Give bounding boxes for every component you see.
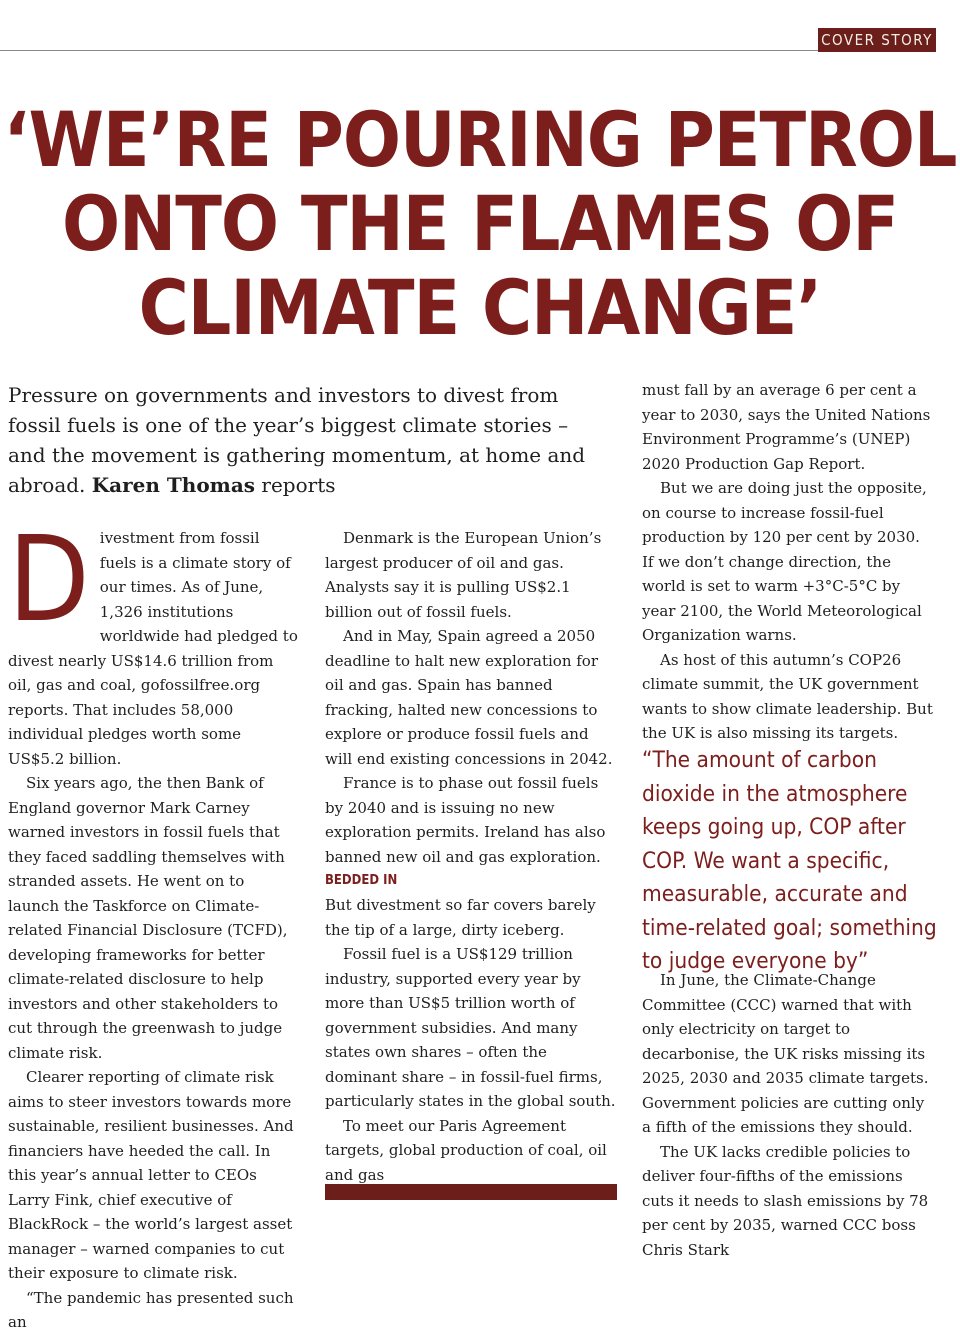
byline-name: Karen Thomas	[91, 473, 256, 497]
boxout-bar	[325, 1184, 617, 1200]
paragraph: Clearer reporting of climate risk aims to steer investors towards more sustainable, resilient businesses. And financiers have heeded the call. In this year’s annual letter to CEOs Larry Fink, chief executive of BlackRock – the world’s largest asset manager – warned companies to cut their exposure to climate risk.	[8, 1068, 294, 1282]
pull-quote: “The amount of carbon dioxide in the atmosphere keeps going up, COP after COP. We want a specific, measurable, accurate and time-related goal; something to judge everyone by”	[642, 747, 937, 974]
byline-reports: reports	[255, 473, 336, 497]
paragraph-text: ivestment from fossil fuels is a climate story of our times. As of June, 1,326 institutions worldwide had pledged to divest nearly US$14.6 trillion from oil, gas and coal, gofossilfree.org reports. That includes 58,000 individual pledges worth some US$5.2 billion.	[8, 529, 298, 768]
column-2	[325, 526, 617, 1187]
paragraph: Six years ago, the then Bank of England governor Mark Carney warned investors in fossil fuels that they faced saddling themselves with stranded assets. He went on to launch the Taskforce on Climate-related Financial Disclosure (TCFD), developing frameworks for better climate-related disclosure to help investors and other stakeholders to cut through the greenwash to judge climate risk.	[8, 774, 288, 1062]
paragraph: “The pandemic has presented such an	[8, 1288, 294, 1331]
paragraph: Fossil fuel is a US$129 trillion industry, supported every year by more than US$5 trillion worth of government subsidies. And many states own shares – often the dominant share – in fossil-fuel firms, particularly states in the global south.	[325, 945, 616, 1110]
subheading: BEDDED IN	[325, 873, 398, 888]
paragraph: But we are doing just the opposite, on course to increase fossil-fuel production by 120 per cent by 2030. If we don’t change direction, the world is set to warm +3°C-5°C by year 2100, the World Meteorological Organization warns.	[642, 479, 927, 644]
standfirst	[8, 380, 598, 500]
section-tag: COVER STORY	[818, 28, 936, 52]
paragraph: In June, the Climate-Change Committee (CCC) warned that with only electricity on target to decarbonise, the UK risks missing its 2025, 2030 and 2035 climate targets. Government policies are cutting only a fifth of the emissions they should.	[642, 971, 929, 1136]
paragraph: As host of this autumn’s COP26 climate summit, the UK government wants to show climate leadership. But the UK is also missing its targets.	[642, 650, 933, 742]
column-1	[8, 510, 298, 1335]
paragraph: But divestment so far covers barely the tip of a large, dirty iceberg.	[325, 896, 596, 939]
column-3	[642, 378, 934, 746]
paragraph: must fall by an average 6 per cent a year to 2030, says the United Nations Environment Programme’s (UNEP) 2020 Production Gap Report.	[642, 381, 931, 473]
paragraph: And in May, Spain agreed a 2050 deadline to halt new exploration for oil and gas. Spain has banned fracking, halted new concessions to explore or produce fossil fuels and will end existing concessions in 2042.	[325, 627, 613, 768]
column-3-continued	[642, 968, 934, 1262]
headline: ‘WE’RE POURING PETROL ONTO THE FLAMES OF CLIMATE CHANGE’	[3, 95, 957, 352]
paragraph: The UK lacks credible policies to deliver four-fifths of the emissions cuts it needs to slash emissions by 78 per cent by 2035, warned CCC boss Chris Stark	[642, 1142, 929, 1259]
header-rule	[0, 50, 818, 51]
standfirst-text: Pressure on governments and investors to divest from fossil fuels is one of the year’s biggest climate stories – and the movement is gathering momentum, at home and abroad.	[8, 383, 586, 497]
paragraph: To meet our Paris Agreement targets, global production of coal, oil and gas	[325, 1116, 607, 1184]
paragraph	[8, 510, 298, 771]
drop-cap: D	[8, 510, 90, 648]
paragraph: France is to phase out fossil fuels by 2040 and is issuing no new exploration permits. Ireland has also banned new oil and gas exploration.	[325, 774, 606, 866]
paragraph: Denmark is the European Union’s largest producer of oil and gas. Analysts say it is pulling US$2.1 billion out of fossil fuels.	[325, 529, 602, 621]
